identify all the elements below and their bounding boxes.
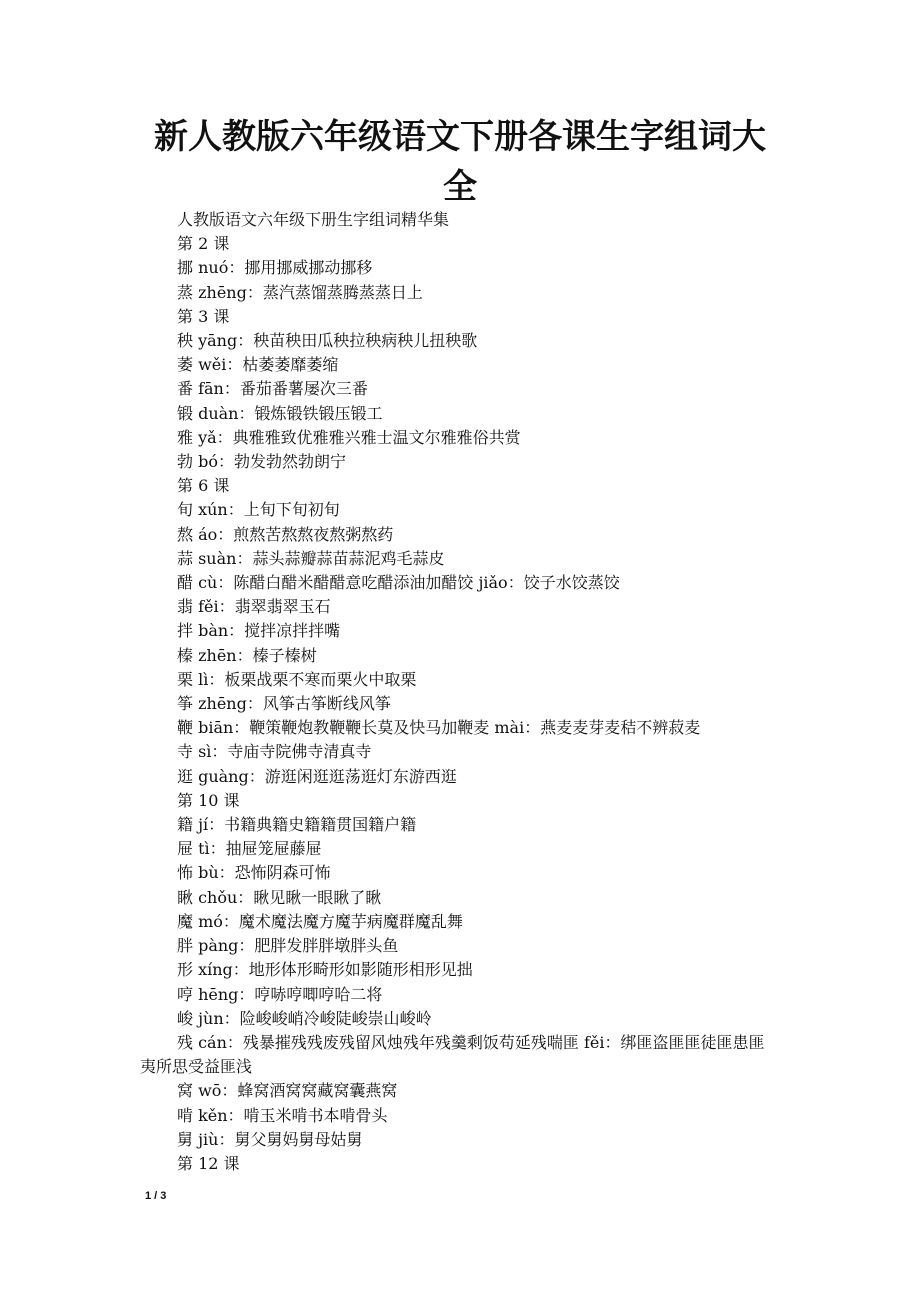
word-entry: 逛 guàng：游逛闲逛逛荡逛灯东游西逛: [177, 766, 457, 786]
lesson-heading: 第 3 课: [177, 306, 230, 326]
word-entry: 番 fān：番茄番薯屡次三番: [177, 379, 368, 399]
word-entry: 挪 nuó：挪用挪威挪动挪移: [177, 258, 373, 278]
word-entry: 窝 wō：蜂窝酒窝窝藏窝囊燕窝: [177, 1081, 398, 1101]
word-entry: 勃 bó：勃发勃然勃朗宁: [177, 452, 346, 472]
word-entry: 形 xíng：地形体形畸形如影随形相形见拙: [177, 960, 473, 980]
word-entry: 胖 pàng：肥胖发胖胖墩胖头鱼: [177, 936, 399, 956]
word-entry: 翡 fěi：翡翠翡翠玉石: [177, 597, 331, 617]
word-entry: 哼 hēng：哼哧哼唧哼哈二将: [177, 984, 383, 1004]
word-entry: 啃 kěn：啃玉米啃书本啃骨头: [177, 1105, 388, 1125]
word-entry: 屉 tì：抽屉笼屉藤屉: [177, 839, 322, 859]
word-entry: 熬 áo：煎熬苦熬熬夜熬粥熬药: [177, 524, 394, 544]
lesson-heading: 第 10 课: [177, 790, 240, 810]
subtitle-line: 人教版语文六年级下册生字组词精华集: [177, 210, 450, 229]
word-entry: 旬 xún：上旬下旬初旬: [177, 500, 340, 520]
word-entry: 籍 jí：书籍典籍史籍籍贯国籍户籍: [177, 815, 417, 835]
lesson-heading: 第 2 课: [177, 234, 230, 254]
word-entry: 残 cán：残暴摧残残废残留风烛残年残羹剩饭苟延残喘匪 fěi：绑匪盗匪匪徒匪患匪夷所思受益匪浅: [140, 1032, 765, 1077]
word-entry: 拌 bàn：搅拌凉拌拌嘴: [177, 621, 341, 641]
word-entry: 魔 mó：魔术魔法魔方魔芋病魔群魔乱舞: [177, 911, 463, 931]
word-entry: 萎 wěi：枯萎萎靡萎缩: [177, 355, 339, 375]
word-entry: 寺 sì：寺庙寺院佛寺清真寺: [177, 742, 372, 762]
word-entry: 榛 zhēn：榛子榛树: [177, 645, 317, 665]
word-entry: 鞭 biān：鞭策鞭炮教鞭鞭长莫及快马加鞭麦 mài：燕麦麦芽麦秸不辨菽麦: [177, 718, 701, 738]
word-entry: 秧 yāng：秧苗秧田瓜秧拉秧病秧儿扭秧歌: [177, 331, 478, 351]
word-entry: 锻 duàn：锻炼锻铁锻压锻工: [177, 403, 383, 423]
document-title: 新人教版六年级语文下册各课生字组词大全: [154, 117, 766, 207]
word-entry: 雅 yǎ：典雅雅致优雅雅兴雅士温文尔雅雅俗共赏: [177, 427, 521, 447]
document-body: [140, 208, 780, 1176]
word-entry: 怖 bù：恐怖阴森可怖: [177, 863, 331, 883]
lesson-heading: 第 12 课: [177, 1153, 240, 1173]
word-entry: 醋 cù：陈醋白醋米醋醋意吃醋添油加醋饺 jiǎo：饺子水饺蒸饺: [177, 573, 620, 593]
word-entry: 蒜 suàn：蒜头蒜瓣蒜苗蒜泥鸡毛蒜皮: [177, 548, 445, 568]
word-entry: 栗 lì：板栗战栗不寒而栗火中取栗: [177, 669, 417, 689]
word-entry: 瞅 chǒu：瞅见瞅一眼瞅了瞅: [177, 887, 382, 907]
word-entry: 蒸 zhēng：蒸汽蒸馏蒸腾蒸蒸日上: [177, 282, 423, 302]
lesson-heading: 第 6 课: [177, 476, 230, 496]
word-entry: 舅 jiù：舅父舅妈舅母姑舅: [177, 1129, 363, 1149]
page-number: 1 / 3: [145, 1190, 167, 1202]
word-entry: 筝 zhēng：风筝古筝断线风筝: [177, 694, 391, 714]
word-entry: 峻 jùn：险峻峻峭冷峻陡峻崇山峻岭: [177, 1008, 432, 1028]
